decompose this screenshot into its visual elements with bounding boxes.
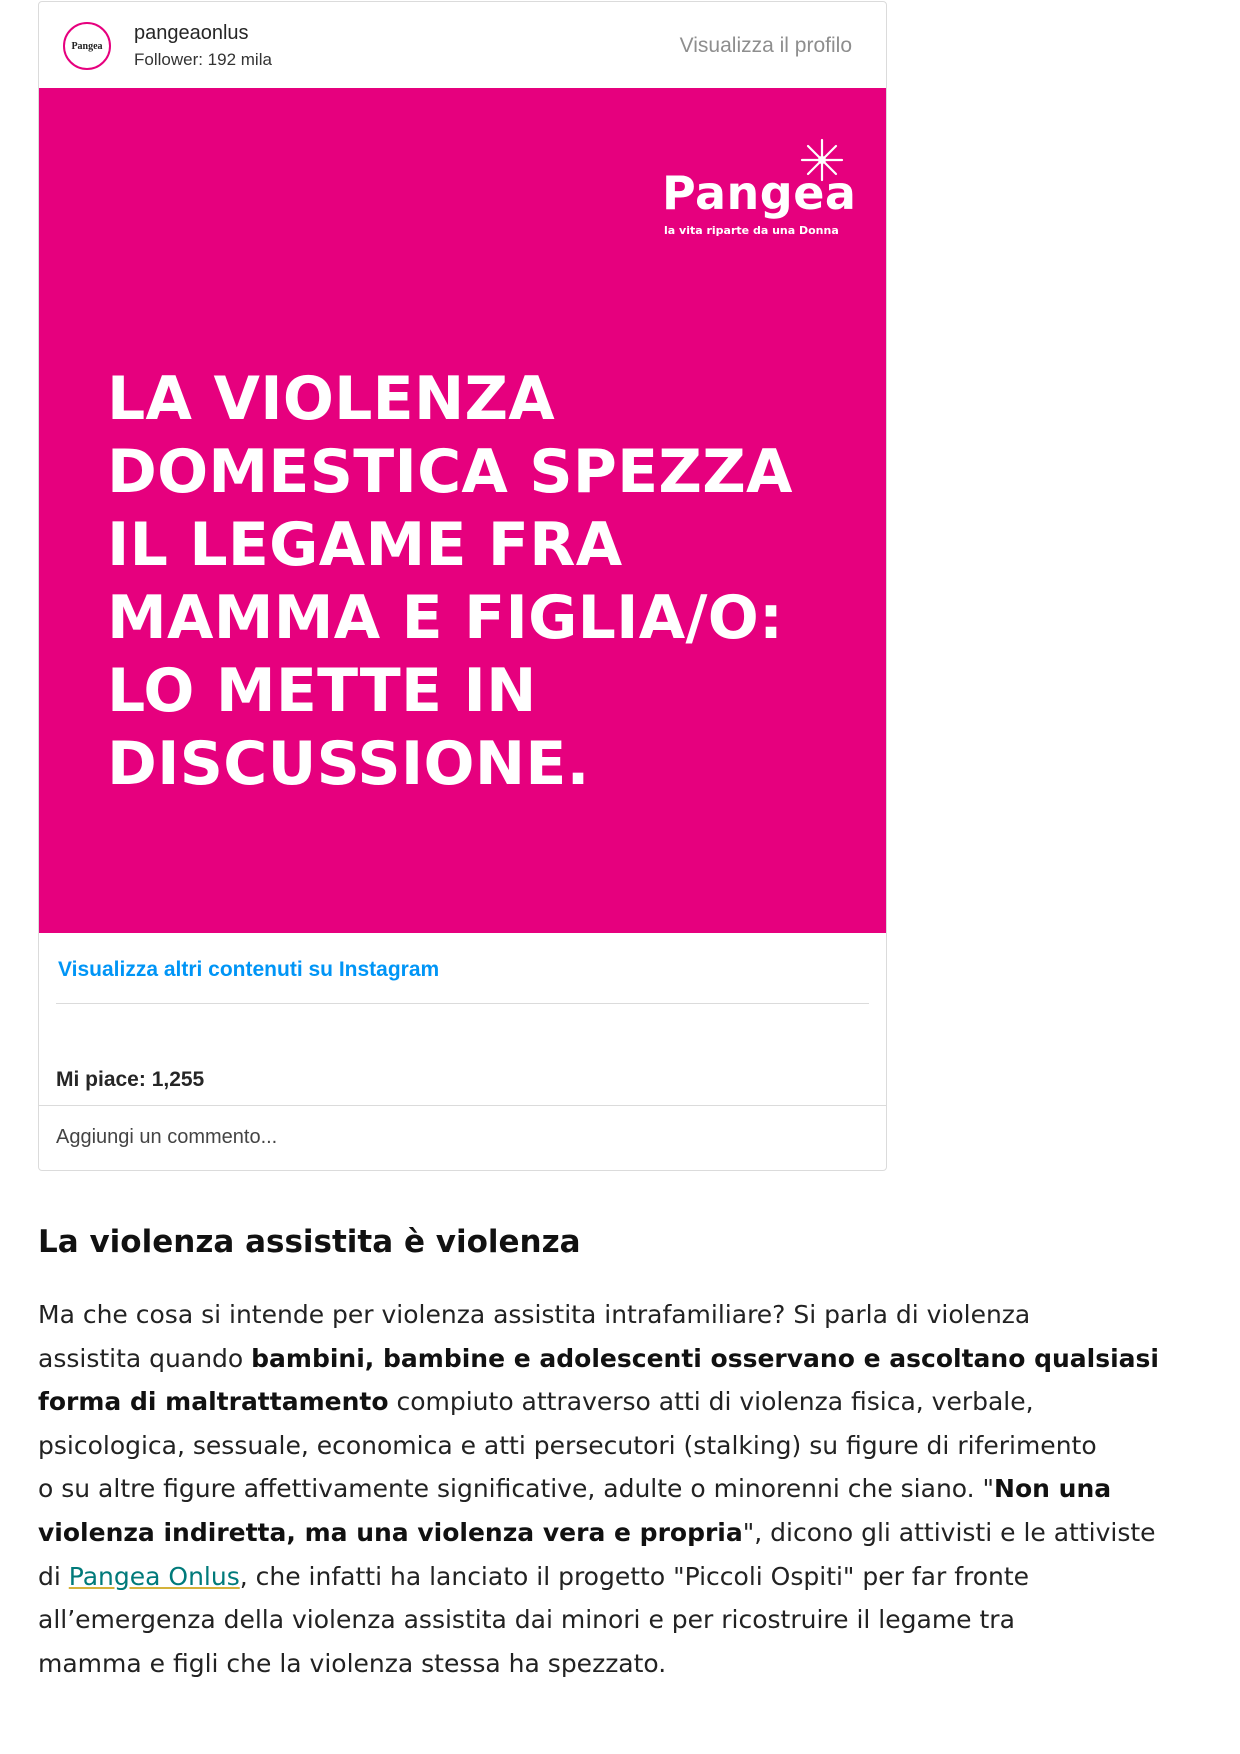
bold-text: forma di maltrattamento [38,1387,389,1417]
bold-text: Non una [994,1474,1112,1504]
paragraph-line [38,1642,1218,1686]
more-content-link[interactable]: Visualizza altri contenuti su Instagram [58,958,440,981]
bold-text: bambini, bambine e adolescenti osservano e ascoltano qualsiasi [251,1343,1159,1373]
instagram-embed-card [38,1,887,1171]
headline-line: LO METTE IN [107,656,537,726]
likes-count: Mi piace: 1,255 [56,1068,205,1091]
headline-line: LA VIOLENZA [107,364,555,434]
text-run: mamma e figli che la violenza stessa ha spezzato. [38,1648,667,1678]
paragraph-line [38,1337,1218,1381]
paragraph-line [38,1598,1218,1642]
section-heading: La violenza assistita è violenza [38,1224,581,1260]
text-run: assistita quando [38,1343,252,1373]
headline-line: DOMESTICA SPEZZA [107,437,793,507]
headline-line: MAMMA E FIGLIA/O: [107,583,784,653]
brand-logo [662,138,857,238]
headline-line: DISCUSSIONE. [107,729,590,799]
text-run: psicologica, sessuale, economica e atti persecutori (stalking) su figure di riferimento [38,1430,1097,1460]
pangea-onlus-link[interactable]: Pangea Onlus [68,1561,240,1591]
paragraph-line [38,1424,1218,1468]
headline-line: IL LEGAME FRA [107,510,623,580]
divider [56,1003,869,1004]
text-run: all’emergenza della violenza assistita dai minori e per ricostruire il legame tra [38,1605,1015,1635]
view-profile-link[interactable]: Visualizza il profilo [679,34,852,57]
paragraph-line [38,1511,1218,1555]
paragraph-line [38,1467,1218,1511]
avatar-logo-text: Pangea [71,40,103,52]
text-run: ", dicono gli attivisti e le attiviste [742,1517,1156,1547]
text-run: Ma che cosa si intende per violenza assistita intrafamiliare? Si parla di violenza [38,1300,1031,1329]
bold-text: violenza indiretta, ma una violenza vera e propria [38,1517,743,1547]
paragraph-line [38,1555,1218,1599]
divider [39,1105,886,1106]
post-image[interactable] [39,88,886,933]
brand-name: Pangea [662,166,857,220]
text-run: compiuto attraverso atti di violenza fisica, verbale, [388,1387,1034,1417]
comment-input[interactable] [56,1114,856,1160]
article-paragraph [38,1293,1218,1685]
text-run: o su altre figure affettivamente significative, adulte o minorenni che siano. " [38,1474,995,1504]
text-run: di [38,1561,69,1591]
text-run: , che infatti ha lanciato il progetto "Piccoli Ospiti" per far fronte [239,1561,1030,1591]
paragraph-line [38,1380,1218,1424]
paragraph-line [38,1293,1218,1337]
follower-count: Follower: 192 mila [134,50,272,69]
brand-tagline: la vita riparte da una Donna [664,224,839,237]
embed-header [39,2,886,88]
profile-username[interactable]: pangeaonlus [134,22,249,44]
post-headline [107,363,867,801]
profile-avatar[interactable] [63,22,111,70]
